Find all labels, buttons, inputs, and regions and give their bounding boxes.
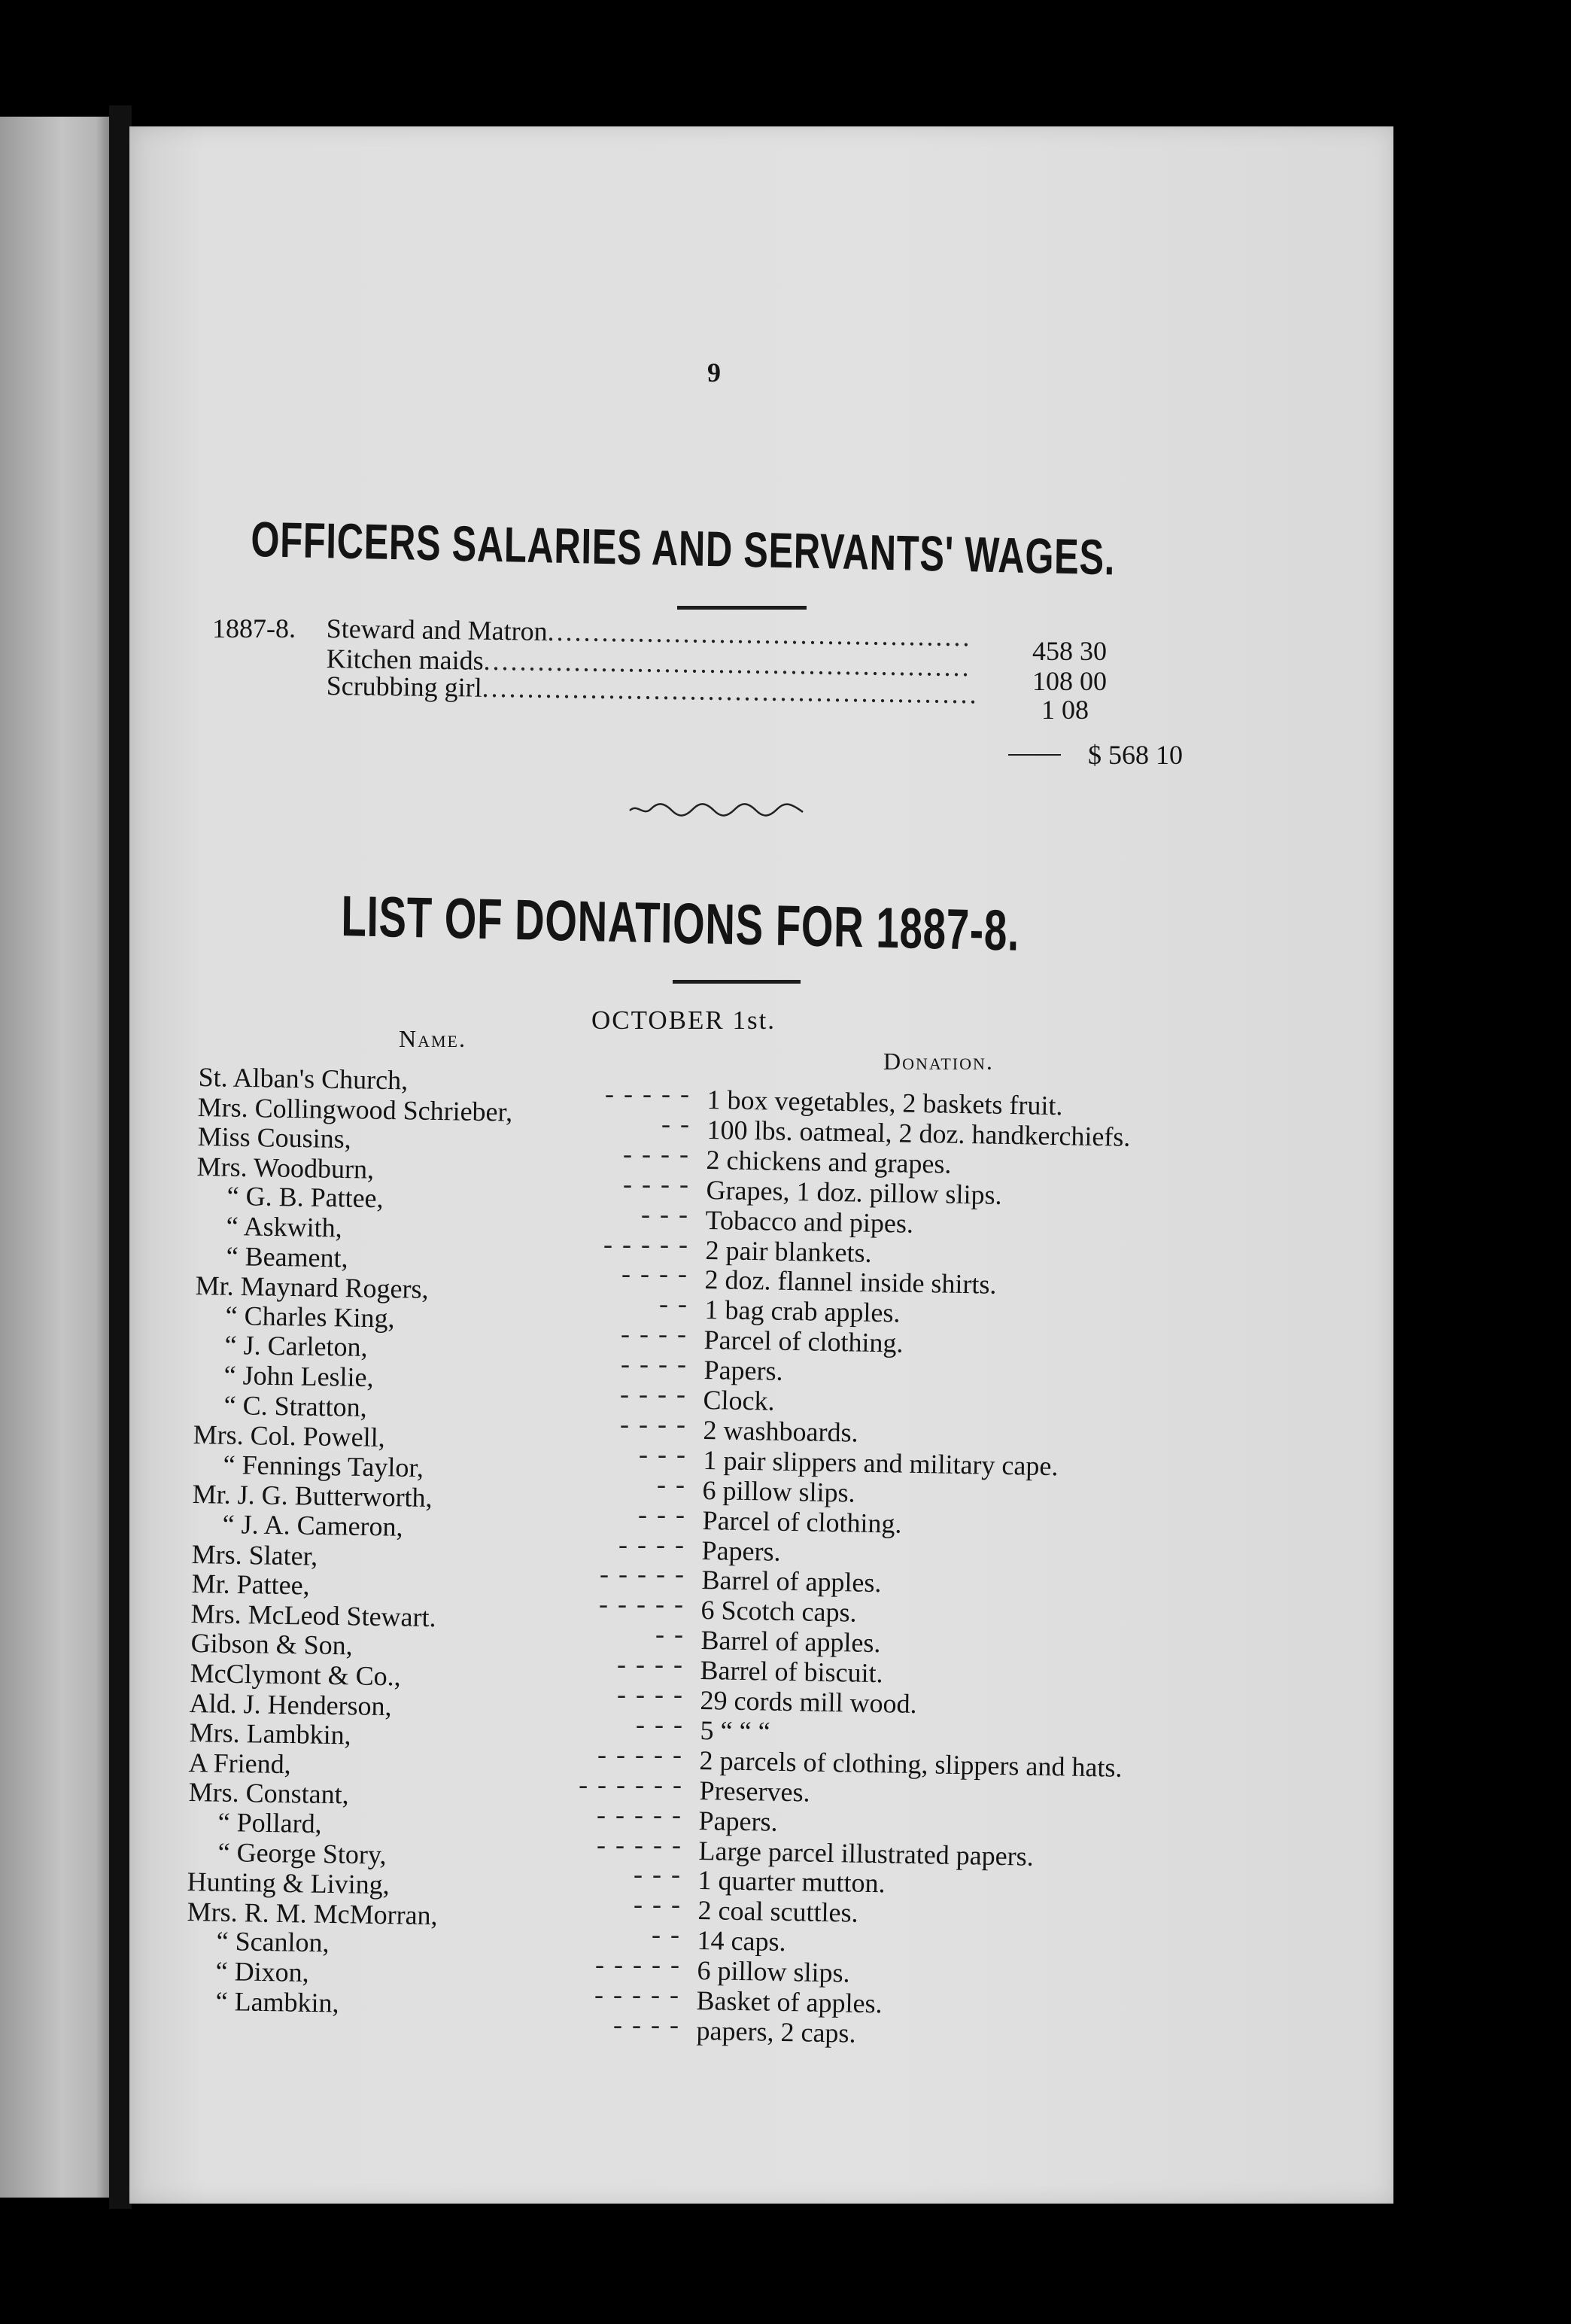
donor-name: “ Dixon, <box>215 1955 309 1988</box>
leader-dashes: - - - <box>634 1859 682 1890</box>
donation-item: Papers. <box>703 1355 783 1386</box>
donor-name: Mrs. McLeod Stewart. <box>190 1598 436 1632</box>
leader-dashes: - - <box>657 1468 686 1499</box>
leader-dashes: - - - <box>641 1198 689 1229</box>
donation-item: 6 Scotch caps. <box>700 1595 857 1628</box>
donation-item: Barrel of biscuit. <box>700 1655 883 1689</box>
leader-dashes: - - - <box>638 1498 686 1529</box>
donor-name: “ Scanlon, <box>216 1926 330 1958</box>
donor-name: “ Beament, <box>226 1240 348 1273</box>
donor-name: “ G. B. Pattee, <box>226 1181 384 1214</box>
donation-item: Basket of apples. <box>696 1985 883 2019</box>
salaries-year: 1887-8. <box>212 613 296 643</box>
salaries-total: $ 568 10 <box>1088 740 1183 770</box>
leader-dashes: - - - <box>634 1889 682 1920</box>
leader-dashes: - - - - <box>618 1529 685 1559</box>
salary-label: Steward and Matron <box>326 613 548 646</box>
leader-dashes: - - - - <box>621 1258 688 1289</box>
donation-item: Barrel of apples. <box>700 1625 881 1659</box>
donor-name: A Friend, <box>188 1747 291 1779</box>
donation-item: 5 “ “ “ <box>700 1714 770 1747</box>
donor-name: Mrs. Slater, <box>191 1538 318 1571</box>
donor-name: Mrs. R. M. McMorran, <box>187 1896 438 1931</box>
donation-column-header: Donation. <box>883 1048 994 1075</box>
donation-item: 1 bag crab apples. <box>704 1294 901 1328</box>
leader-dashes: - - - - <box>613 2009 680 2040</box>
donation-item: 1 quarter mutton. <box>697 1865 886 1899</box>
salary-amount: 108 00 <box>1032 666 1107 696</box>
donation-item: Grapes, 1 doz. pillow slips. <box>706 1174 1002 1210</box>
leader-dashes: - - - - <box>620 1379 687 1409</box>
donor-name: “ Charles King, <box>225 1300 395 1334</box>
donor-name: Mrs. Constant, <box>188 1777 349 1810</box>
donor-name: “ Lambkin, <box>215 1985 339 2018</box>
leader-dashes: - - - - - <box>605 1078 691 1109</box>
leader-dashes: - - - - <box>617 1649 684 1680</box>
salary-label: Kitchen maids <box>326 643 484 676</box>
salaries-heading: OFFICERS SALARIES AND SERVANTS' WAGES. <box>251 510 1116 586</box>
dot-leaders: ............................................... <box>547 616 972 652</box>
leader-dashes: - - - - - <box>597 1799 682 1830</box>
donation-item: 2 chickens and grapes. <box>706 1144 952 1179</box>
month-heading: OCTOBER 1st. <box>591 1005 776 1035</box>
donation-item: Parcel of clothing. <box>703 1325 904 1358</box>
donor-name: Hunting & Living, <box>187 1866 390 1900</box>
donor-name: Ald. J. Henderson, <box>189 1687 392 1721</box>
donation-item: 14 caps. <box>697 1925 786 1957</box>
name-column-header: Name. <box>399 1025 466 1052</box>
donor-name: Miss Cousins, <box>197 1121 352 1154</box>
leader-dashes: - - <box>661 1108 691 1139</box>
leader-dashes: - - <box>655 1619 685 1650</box>
donation-item: 2 parcels of clothing, slippers and hats. <box>699 1745 1123 1783</box>
donation-item: 2 pair blankets. <box>705 1234 872 1268</box>
leader-dashes: - - - - - <box>595 1949 681 1980</box>
donor-name: Mrs. Lambkin, <box>189 1717 351 1751</box>
leader-dashes: - - - - - <box>600 1559 685 1589</box>
leader-dashes: - - - - - <box>597 1829 682 1860</box>
donor-name: “ Fennings Taylor, <box>223 1449 424 1483</box>
donor-name: McClymont & Co., <box>190 1658 401 1692</box>
donation-item: Tobacco and pipes. <box>705 1204 914 1239</box>
donor-name: “ John Leslie, <box>223 1359 374 1393</box>
leader-dashes: - - - <box>636 1708 684 1739</box>
donation-item: Preserves. <box>699 1775 810 1808</box>
donation-item: 6 pillow slips. <box>702 1474 855 1508</box>
donation-item: Papers. <box>701 1535 781 1567</box>
page-number: 9 <box>707 357 721 388</box>
donation-item: 2 doz. flannel inside shirts. <box>704 1264 997 1300</box>
dot-leaders: ....................................................... <box>482 672 979 710</box>
donor-name: “ C. Stratton, <box>223 1389 367 1422</box>
heading-rule <box>677 606 807 610</box>
leader-dashes: - - - - <box>623 1168 690 1199</box>
leader-dashes: - - <box>659 1288 688 1319</box>
donor-name: “ J. Carleton, <box>224 1330 368 1363</box>
donation-item: Barrel of apples. <box>701 1565 882 1599</box>
donor-name: “ George Story, <box>217 1836 387 1870</box>
donor-name: “ Pollard, <box>217 1806 322 1839</box>
leader-dashes: - - - - - <box>594 1979 680 2009</box>
salary-amount: 1 08 <box>1041 695 1089 725</box>
heading-rule <box>673 980 801 984</box>
donation-item: 1 box vegetables, 2 baskets fruit. <box>706 1084 1063 1121</box>
donor-name: “ J. A. Cameron, <box>222 1508 403 1542</box>
donation-item: Parcel of clothing. <box>702 1504 902 1539</box>
donation-item: 2 coal scuttles. <box>697 1895 858 1929</box>
donor-name: Mrs. Collingwood Schrieber, <box>197 1091 513 1127</box>
donation-item: 6 pillow slips. <box>697 1955 850 1988</box>
donation-item: Large parcel illustrated papers. <box>698 1835 1035 1872</box>
donation-item: 100 lbs. oatmeal, 2 doz. handkerchiefs. <box>706 1114 1131 1152</box>
donation-item: Clock. <box>703 1384 775 1416</box>
leader-dashes: - - - - - - <box>579 1769 683 1799</box>
donor-name: Mr. Maynard Rogers, <box>195 1270 429 1305</box>
leader-dashes: - - - - <box>620 1408 687 1439</box>
facing-page-edge <box>0 117 113 2198</box>
leader-dashes: - - - - - <box>597 1738 683 1769</box>
ornament-flourish <box>628 802 806 818</box>
donor-name: Mrs. Col. Powell, <box>193 1419 385 1453</box>
dot-leaders: ...................................................... <box>483 645 971 683</box>
leader-dashes: - - <box>652 1919 681 1950</box>
leader-dashes: - - - <box>639 1438 687 1469</box>
leader-dashes: - - - - <box>617 1679 684 1709</box>
total-rule <box>1008 754 1061 756</box>
donations-heading: LIST OF DONATIONS FOR 1887-8. <box>341 884 1020 963</box>
donor-name: Mrs. Woodburn, <box>196 1151 375 1185</box>
donor-name: Mr. Pattee, <box>191 1568 310 1601</box>
donor-name: “ Askwith, <box>226 1210 342 1243</box>
salary-label: Scrubbing girl <box>326 670 482 703</box>
leader-dashes: - - - - <box>623 1138 690 1169</box>
donation-item: 1 pair slippers and military cape. <box>703 1444 1059 1482</box>
donation-item: 29 cords mill wood. <box>700 1684 917 1720</box>
leader-dashes: - - - - - <box>603 1228 689 1259</box>
leader-dashes: - - - - <box>621 1319 688 1349</box>
scanned-page <box>129 126 1393 2204</box>
donor-name: St. Alban's Church, <box>198 1061 409 1096</box>
book-gutter <box>109 105 132 2209</box>
salary-amount: 458 30 <box>1032 636 1107 666</box>
donor-name: Gibson & Son, <box>190 1628 354 1661</box>
donation-item: Papers. <box>698 1805 778 1837</box>
leader-dashes: - - - - <box>621 1349 688 1379</box>
donation-item: papers, 2 caps. <box>696 2015 856 2049</box>
leader-dashes: - - - - - <box>599 1589 685 1620</box>
donation-item: 2 washboards. <box>703 1414 858 1448</box>
donor-name: Mr. J. G. Butterworth, <box>192 1479 433 1513</box>
